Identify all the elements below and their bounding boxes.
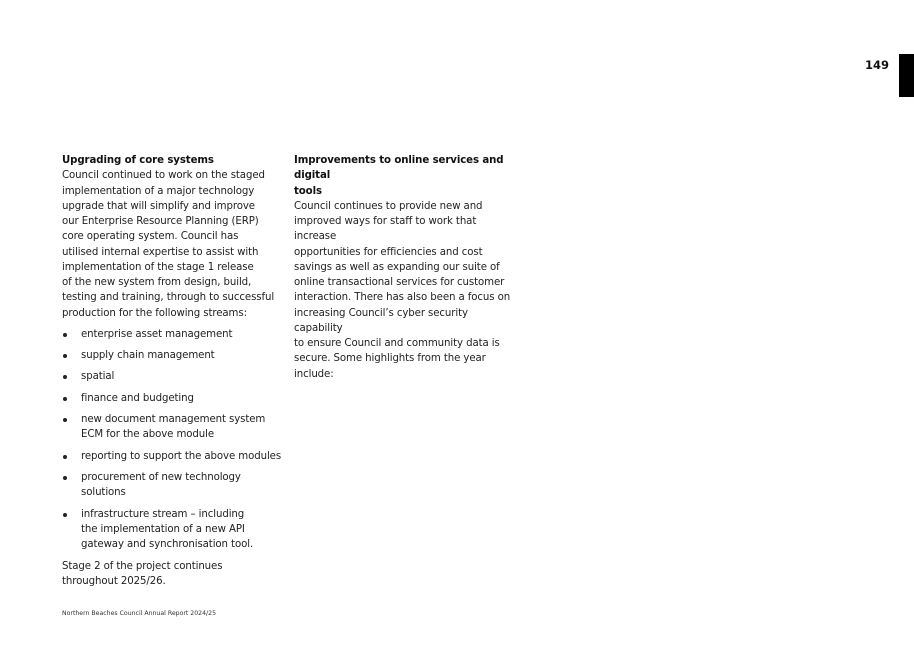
list-item-text: spatial bbox=[81, 371, 115, 383]
section-heading-core-systems: Upgrading of core systems bbox=[62, 155, 214, 166]
list-item-text: finance and budgeting bbox=[81, 392, 194, 404]
bullet-icon bbox=[63, 455, 67, 459]
list-item-text: procurement of new technology solutions bbox=[81, 472, 241, 499]
list-item bbox=[62, 470, 282, 501]
page-footer: Northern Beaches Council Annual Report 2024/25 bbox=[62, 610, 217, 617]
left-column bbox=[62, 153, 282, 589]
list-item-text: infrastructure stream – including the implementation of a new API gateway and synchronisation tool. bbox=[81, 508, 254, 551]
page-number: 149 bbox=[864, 58, 889, 72]
bullet-icon bbox=[63, 354, 67, 358]
streams-list bbox=[62, 327, 282, 553]
list-item-text: new document management system ECM for the above module bbox=[81, 414, 266, 441]
right-column bbox=[294, 153, 514, 382]
core-systems-intro: Council continued to work on the staged implementation of a major technology upgrade that will simplify and improve our Enterprise Resource Planning (ERP) core operating system. Council has utilised internal expertise to assist with implementation of the stage 1 release of the new system from design, build, testing and training, through to successful production for the following streams: bbox=[62, 170, 275, 319]
list-item-text: supply chain management bbox=[81, 350, 215, 362]
list-item bbox=[62, 348, 282, 363]
list-item bbox=[62, 391, 282, 406]
list-item-text: enterprise asset management bbox=[81, 328, 233, 340]
bullet-icon bbox=[63, 476, 67, 480]
bullet-icon bbox=[63, 397, 67, 401]
list-item-text: reporting to support the above modules bbox=[81, 450, 282, 462]
bullet-icon bbox=[63, 375, 67, 379]
list-item bbox=[62, 507, 282, 553]
bullet-icon bbox=[63, 333, 67, 337]
section-heading-online-services: Improvements to online services and digital tools bbox=[294, 155, 504, 197]
list-item bbox=[62, 449, 282, 464]
bullet-icon bbox=[63, 513, 67, 517]
list-item bbox=[62, 412, 282, 443]
list-item bbox=[62, 369, 282, 384]
page-tab-marker bbox=[899, 54, 914, 97]
core-systems-closing: Stage 2 of the project continues throughout 2025/26. bbox=[62, 560, 223, 587]
online-services-body: Council continues to provide new and improved ways for staff to work that increase opportunities for efficiencies and cost savings as well as expanding our suite of online transactional services for customer interaction. There has also been a focus on increasing Council’s cyber security capability to ensure Council and community data is secure. Some highlights from the year include: bbox=[294, 200, 511, 380]
bullet-icon bbox=[63, 418, 67, 422]
list-item bbox=[62, 327, 282, 342]
